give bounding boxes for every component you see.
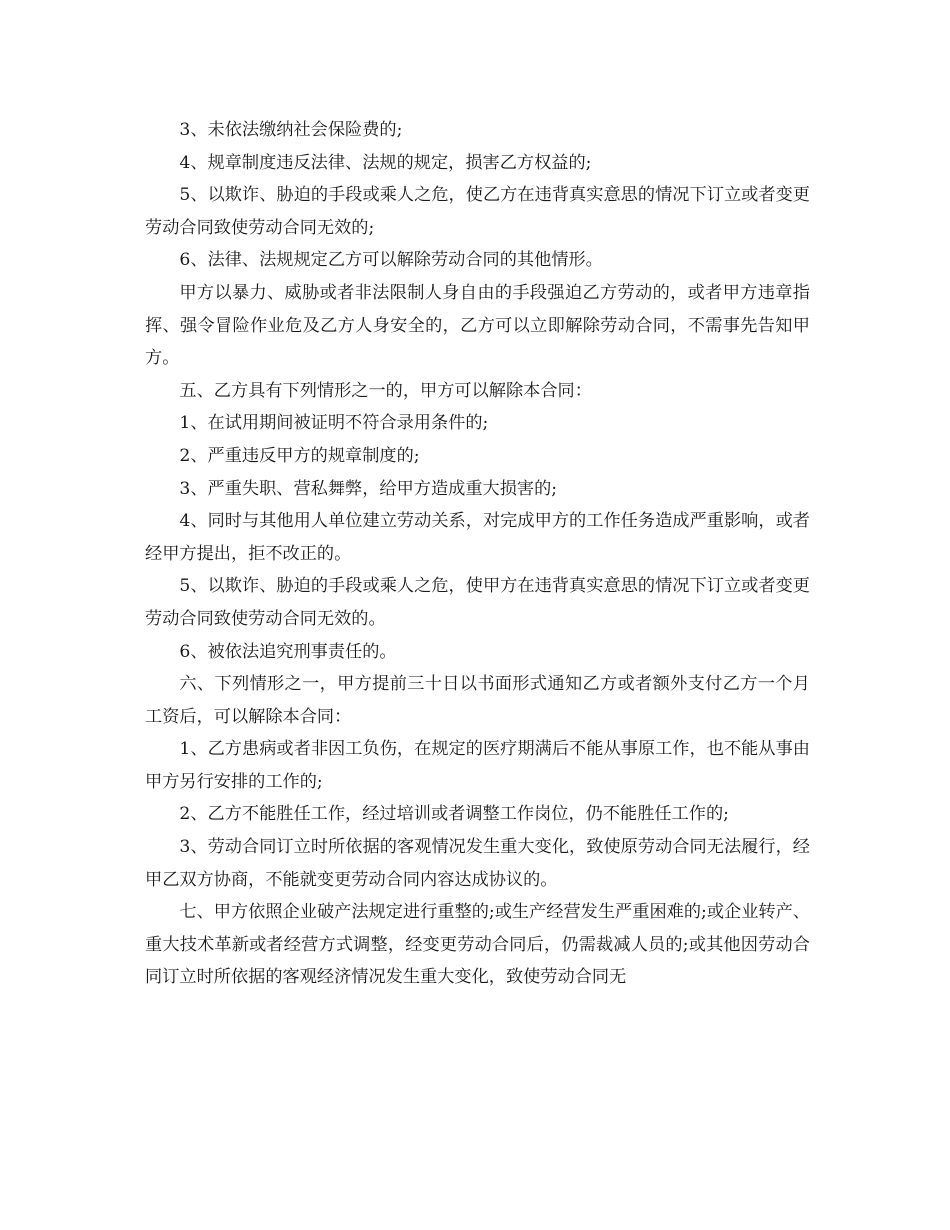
section-heading: 六、下列情形之一，甲方提前三十日以书面形式通知乙方或者额外支付乙方一个月工资后，可以解除本合同： (145, 674, 810, 727)
paragraph: 1、乙方患病或者非因工负伤，在规定的医疗期满后不能从事原工作，也不能从事由甲方另行安排的工作的; (145, 739, 810, 792)
section-heading: 七、甲方依照企业破产法规定进行重整的;或生产经营发生严重困难的;或企业转产、重大技术革新或者经营方式调整，经变更劳动合同后，仍需裁减人员的;或其他因劳动合同订立时所依据的客观经济情况发生重大变化，致使劳动合同无 (145, 902, 810, 988)
paragraph: 5、以欺诈、胁迫的手段或乘人之危，使乙方在违背真实意思的情况下订立或者变更劳动合同致使劳动合同无效的; (145, 185, 810, 238)
document-body (145, 114, 810, 994)
paragraph: 1、在试用期间被证明不符合录用条件的; (179, 413, 489, 434)
paragraph: 甲方以暴力、威胁或者非法限制人身自由的手段强迫乙方劳动的，或者甲方违章指挥、强令冒险作业危及乙方人身安全的，乙方可以立即解除劳动合同，不需事先告知甲方。 (145, 282, 810, 369)
paragraph: 4、规章制度违反法律、法规的规定，损害乙方权益的; (179, 152, 592, 173)
paragraph: 6、法律、法规规定乙方可以解除劳动合同的其他情形。 (179, 250, 603, 271)
paragraph: 3、未依法缴纳社会保险费的; (179, 120, 403, 140)
section-heading: 五、乙方具有下列情形之一的，甲方可以解除本合同： (179, 380, 592, 401)
paragraph: 2、严重违反甲方的规章制度的; (179, 445, 420, 466)
paragraph: 4、同时与其他用人单位建立劳动关系，对完成甲方的工作任务造成严重影响，或者经甲方提出，拒不改正的。 (145, 511, 810, 564)
paragraph: 5、以欺诈、胁迫的手段或乘人之危，使甲方在违背真实意思的情况下订立或者变更劳动合同致使劳动合同无效的。 (145, 576, 810, 629)
paragraph: 6、被依法追究刑事责任的。 (179, 641, 397, 662)
paragraph: 3、劳动合同订立时所依据的客观情况发生重大变化，致使原劳动合同无法履行，经甲乙双方协商，不能就变更劳动合同内容达成协议的。 (145, 837, 810, 890)
paragraph: 3、严重失职、营私舞弊，给甲方造成重大损害的; (179, 478, 558, 499)
paragraph: 2、乙方不能胜任工作，经过培训或者调整工作岗位，仍不能胜任工作的; (179, 804, 729, 825)
